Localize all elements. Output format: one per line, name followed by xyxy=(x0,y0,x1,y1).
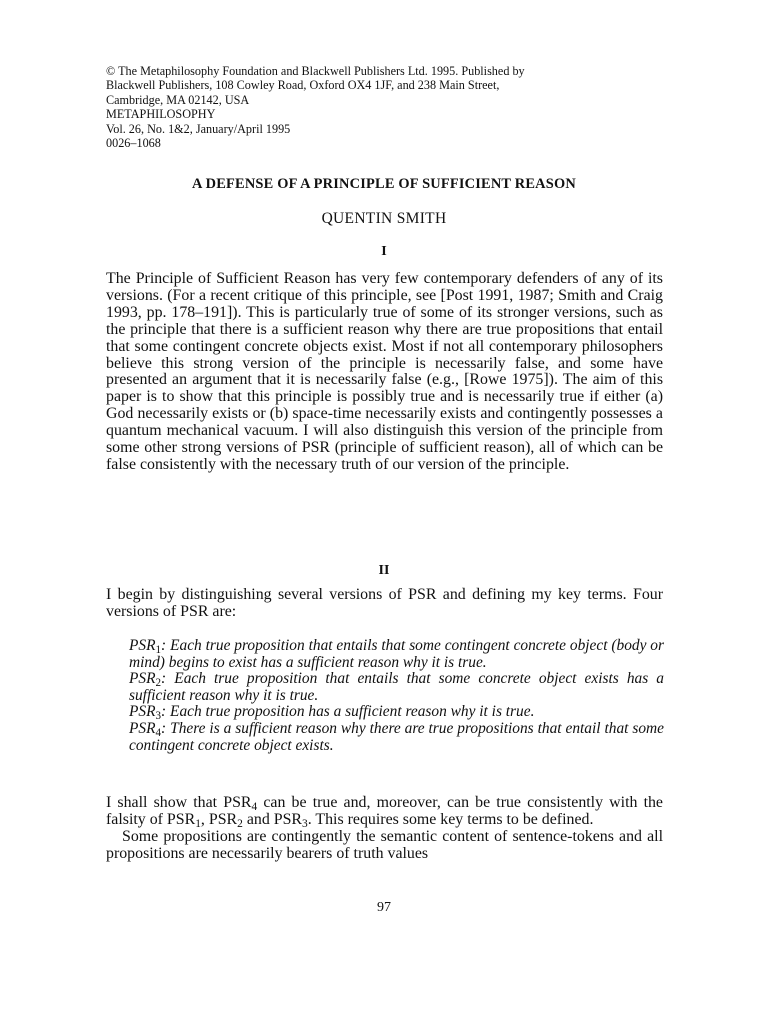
psr-item xyxy=(129,671,664,704)
section-heading-2: II xyxy=(378,563,390,578)
paragraph: The Principle of Sufficient Reason has very few contemporary defenders of any of its versions. (For a recent critique of this principle, see [Post 1991, 1987; Smith and Craig 1993, pp. 178–191]). This is particularly true of some of its stronger versions, such as the principle that there is a sufficient reason why there are true propositions that entail that some contingent concrete objects exist. Most if not all contemporary philosophers believe this strong version of the principle is necessarily false, and some have presented an argument that it is necessarily false (e.g., [Rowe 1975]). The aim of this paper is to show that this principle is possibly true and is necessarily true if either (a) God necessarily exists or (b) space-time necessarily exists and contingently possesses a quantum mechanical vacuum. I will also distinguish this version of the principle from some other strong versions of PSR (principle of sufficient reason), all of which can be false consistently with the necessary truth of our version of the principle. xyxy=(106,270,663,473)
header-line: Blackwell Publishers, 108 Cowley Road, Oxford OX4 1JF, and 238 Main Street, xyxy=(106,78,500,93)
psr-label: $PSR_4$: xyxy=(129,719,167,739)
psr-text: Each true proposition that entails that some contingent concrete object (body or mind) begins to exist has a sufficient reason why it is true. xyxy=(129,637,664,671)
article-title: A DEFENSE OF A PRINCIPLE OF SUFFICIENT REASON xyxy=(192,176,576,192)
psr-text: Each true proposition has a sufficient reason why it is true. xyxy=(170,703,535,721)
paragraph: I shall show that $PSR_4$ can be true and, moreover, can be true consistently with the falsity of $PSR_1$, $PSR_2$ and $PSR_3$. This requires some key terms to be defined. xyxy=(106,794,663,830)
psr-item xyxy=(129,638,664,671)
paragraph: Some propositions are contingently the semantic content of sentence-tokens and all propositions are necessarily bearers of truth values xyxy=(106,827,663,862)
psr-label: $PSR_3$: xyxy=(129,703,167,723)
article-author: QUENTIN SMITH xyxy=(321,210,447,227)
publication-header xyxy=(106,64,662,150)
psr-version-list xyxy=(129,638,664,754)
section-heading-1: I xyxy=(381,244,387,259)
psr-label: $PSR_1$: xyxy=(129,637,167,656)
header-line: METAPHILOSOPHY xyxy=(106,107,216,122)
psr-label: $PSR_2$: xyxy=(129,670,167,689)
psr-text: Each true proposition that entails that some concrete object exists has a sufficient reason why it is true. xyxy=(129,670,665,704)
header-line: 0026–1068 xyxy=(106,136,161,151)
paragraph: I begin by distinguishing several versions of PSR and defining my key terms. Four versions of PSR are: xyxy=(106,586,663,620)
section-2-intro xyxy=(106,587,663,621)
page-number: 97 xyxy=(377,900,391,915)
psr-item xyxy=(129,704,664,721)
section-2-body xyxy=(106,795,663,863)
psr-item xyxy=(129,721,664,754)
header-line: Cambridge, MA 02142, USA xyxy=(106,92,250,107)
header-line: © The Metaphilosophy Foundation and Blackwell Publishers Ltd. 1995. Published by xyxy=(106,64,525,78)
psr-text: There is a sufficient reason why there are true propositions that entail that some contingent concrete object exists. xyxy=(129,719,664,754)
section-1-body xyxy=(106,271,663,474)
header-line: Vol. 26, No. 1&2, January/April 1995 xyxy=(106,121,291,136)
